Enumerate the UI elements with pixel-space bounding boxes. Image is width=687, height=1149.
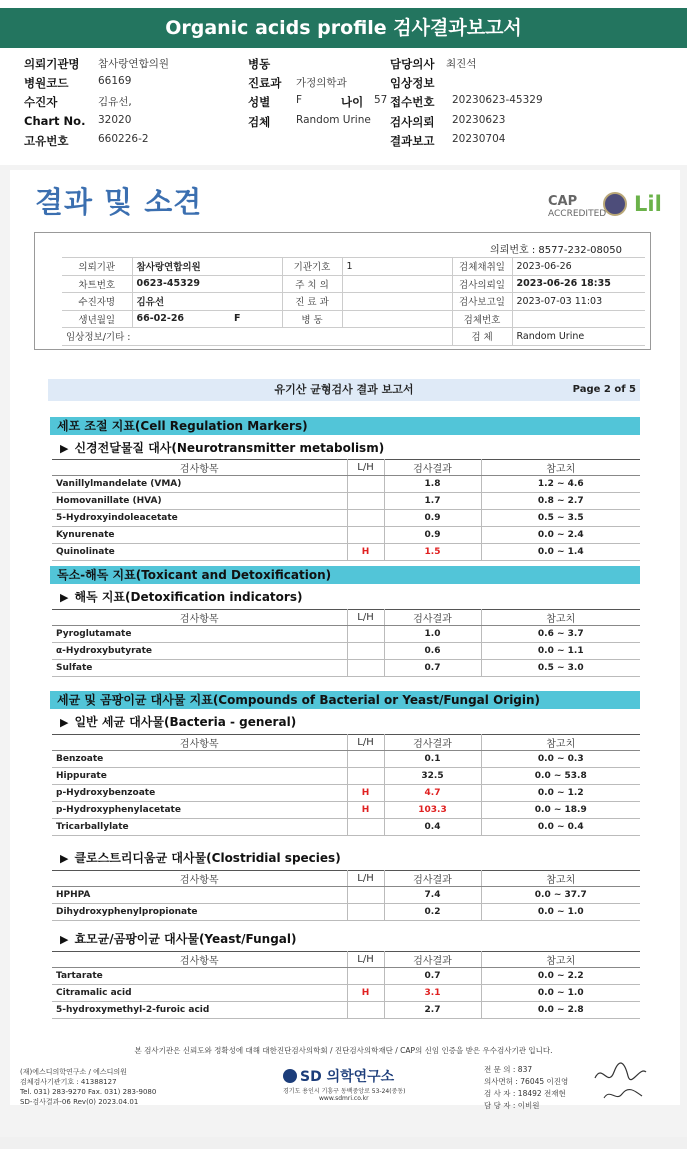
- col-item: 검사항목: [52, 610, 347, 626]
- footer-signatories: 전 문 의 : 837 의사면허 : 76045 이진영 검 사 자 : 18492 전재현 담 당 자 : 이비원: [484, 1065, 569, 1110]
- specimen-info-box: [34, 232, 651, 350]
- analyte-name: Vanillylmandelate (VMA): [52, 476, 347, 493]
- subsection-header: ▶ 일반 세균 대사물(Bacteria - general): [60, 715, 297, 729]
- table-row: [52, 527, 640, 544]
- reference-range: 0.0 ~ 1.1: [481, 643, 640, 660]
- reference-range: 0.0 ~ 0.4: [481, 819, 640, 836]
- table-row: [52, 626, 640, 643]
- info-key: 병 동: [282, 310, 342, 328]
- value: Random Urine: [296, 114, 371, 126]
- table-row: [52, 768, 640, 785]
- info-key: 검 체: [452, 328, 512, 346]
- info-key: 수진자명: [62, 293, 132, 311]
- label: 결과보고: [390, 134, 435, 148]
- label: 고유번호: [24, 134, 69, 148]
- flag: [347, 527, 384, 544]
- subsection-header: ▶ 클로스트리디움균 대사물(Clostridial species): [60, 851, 341, 865]
- table-row: [52, 493, 640, 510]
- result-value: 0.4: [384, 819, 481, 836]
- col-item: 검사항목: [52, 460, 347, 476]
- result-value: 0.7: [384, 660, 481, 677]
- info-key: 검체번호: [452, 310, 512, 328]
- result-value: 1.7: [384, 493, 481, 510]
- info-key: 검사보고일: [452, 293, 512, 311]
- label: 의뢰기관명: [24, 57, 80, 71]
- analyte-name: Pyroglutamate: [52, 626, 347, 643]
- analyte-name: Kynurenate: [52, 527, 347, 544]
- flag: [347, 626, 384, 643]
- analyte-name: Benzoate: [52, 751, 347, 768]
- analyte-name: Homovanillate (HVA): [52, 493, 347, 510]
- results-table: [52, 734, 640, 836]
- reference-range: 0.0 ~ 18.9: [481, 802, 640, 819]
- result-value: 0.7: [384, 968, 481, 985]
- info-key: 차트번호: [62, 275, 132, 293]
- reference-range: 0.5 ~ 3.0: [481, 660, 640, 677]
- result-value: 2.7: [384, 1002, 481, 1019]
- value: 32020: [98, 114, 132, 126]
- result-value: 1.0: [384, 626, 481, 643]
- info-value: 2023-07-03 11:03: [512, 293, 645, 311]
- col-item: 검사항목: [52, 952, 347, 968]
- results-title: 유기산 균형검사 결과 보고서: [274, 383, 414, 396]
- request-number: 의뢰번호 : 8577-232-08050: [490, 245, 622, 256]
- triangle-icon: ▶: [60, 442, 69, 455]
- flag: [347, 887, 384, 904]
- flag: [347, 643, 384, 660]
- reference-range: 0.0 ~ 0.3: [481, 751, 640, 768]
- accreditation-logos: [548, 192, 663, 222]
- value: 57: [374, 94, 388, 106]
- col-flag: L/H: [347, 735, 384, 751]
- analyte-name: 5-hydroxymethyl-2-furoic acid: [52, 1002, 347, 1019]
- value: 가정의학과: [296, 77, 347, 89]
- result-value: 1.5: [384, 544, 481, 561]
- col-ref: 참고치: [481, 610, 640, 626]
- info-value: Random Urine: [512, 328, 645, 346]
- result-value: 103.3: [384, 802, 481, 819]
- specimen-info-table: [62, 257, 645, 346]
- col-result: 검사결과: [384, 460, 481, 476]
- triangle-icon: ▶: [60, 852, 69, 865]
- col-result: 검사결과: [384, 610, 481, 626]
- reference-range: 0.5 ~ 3.5: [481, 510, 640, 527]
- info-value: 0623-45329: [132, 275, 282, 293]
- label: 나이: [341, 95, 364, 109]
- analyte-name: 5-Hydroxyindoleacetate: [52, 510, 347, 527]
- result-value: 0.9: [384, 527, 481, 544]
- society-seal-icon: [603, 192, 627, 216]
- result-value: 3.1: [384, 985, 481, 1002]
- info-value: 2023-06-26 18:35: [512, 275, 645, 293]
- table-row: [52, 544, 640, 561]
- table-row: [52, 751, 640, 768]
- reference-range: 1.2 ~ 4.6: [481, 476, 640, 493]
- table-row: [52, 985, 640, 1002]
- info-key: 생년월일: [62, 310, 132, 328]
- label: 병동: [248, 57, 271, 71]
- value: 660226-2: [98, 133, 149, 145]
- info-value: 참사랑연합의원: [132, 258, 282, 276]
- col-item: 검사항목: [52, 735, 347, 751]
- signature-icon: [590, 1058, 650, 1106]
- analyte-name: HPHPA: [52, 887, 347, 904]
- analyte-name: p-Hydroxybenzoate: [52, 785, 347, 802]
- info-key: 의뢰기관: [62, 258, 132, 276]
- info-value: [342, 293, 452, 311]
- table-row: [52, 643, 640, 660]
- table-row: [52, 802, 640, 819]
- result-value: 4.7: [384, 785, 481, 802]
- result-value: 0.2: [384, 904, 481, 921]
- result-value: 0.9: [384, 510, 481, 527]
- reference-range: 0.0 ~ 2.8: [481, 1002, 640, 1019]
- info-value: [342, 275, 452, 293]
- col-ref: 참고치: [481, 735, 640, 751]
- reference-range: 0.0 ~ 1.0: [481, 985, 640, 1002]
- info-key: 검사의뢰일: [452, 275, 512, 293]
- flag: [347, 968, 384, 985]
- analyte-name: Dihydroxyphenylpropionate: [52, 904, 347, 921]
- info-key: 임상정보/기타 :: [62, 328, 452, 346]
- table-row: [52, 1002, 640, 1019]
- value: F: [296, 94, 303, 106]
- certification-note: 본 검사기관은 신뢰도와 정확성에 대해 대한진단검사의학회 / 진단검사의학재단 / CAP의 신임 인증을 받은 우수검사기관 입니다.: [134, 1046, 553, 1055]
- page-number: Page 2 of 5: [572, 384, 636, 395]
- flag: [347, 510, 384, 527]
- info-key: 진 료 과: [282, 293, 342, 311]
- analyte-name: Quinolinate: [52, 544, 347, 561]
- col-flag: L/H: [347, 610, 384, 626]
- reference-range: 0.0 ~ 1.4: [481, 544, 640, 561]
- col-flag: L/H: [347, 952, 384, 968]
- table-row: [52, 660, 640, 677]
- label: 검체: [248, 115, 271, 129]
- results-table: [52, 609, 640, 677]
- section-title: 결과 및 소견: [35, 185, 203, 219]
- label: 접수번호: [390, 95, 435, 109]
- reference-range: 0.8 ~ 2.7: [481, 493, 640, 510]
- col-flag: L/H: [347, 460, 384, 476]
- flag: [347, 660, 384, 677]
- value: 김유선,: [98, 96, 132, 108]
- cap-logo: [548, 194, 606, 219]
- table-row: [52, 819, 640, 836]
- subsection-header: ▶ 해독 지표(Detoxification indicators): [60, 590, 303, 604]
- flag: [347, 904, 384, 921]
- result-value: 7.4: [384, 887, 481, 904]
- value: 66169: [98, 75, 132, 87]
- flag: H: [347, 544, 384, 561]
- flag: H: [347, 985, 384, 1002]
- info-value: [512, 310, 645, 328]
- reference-range: 0.0 ~ 1.0: [481, 904, 640, 921]
- flag: H: [347, 802, 384, 819]
- table-row: [52, 904, 640, 921]
- table-header-row: [52, 735, 640, 751]
- reference-range: 0.0 ~ 53.8: [481, 768, 640, 785]
- table-header-row: [52, 952, 640, 968]
- label: 병원코드: [24, 76, 69, 90]
- bottom-bar: [0, 1137, 687, 1149]
- sd-logo-icon: [283, 1069, 297, 1083]
- value: 20230623: [452, 114, 506, 126]
- col-ref: 참고치: [481, 871, 640, 887]
- table-row: [52, 785, 640, 802]
- col-ref: 참고치: [481, 460, 640, 476]
- result-value: 0.6: [384, 643, 481, 660]
- analyte-name: Tricarballylate: [52, 819, 347, 836]
- col-result: 검사결과: [384, 952, 481, 968]
- analyte-name: Sulfate: [52, 660, 347, 677]
- value: 최진석: [446, 58, 477, 70]
- lil-logo: Lil: [634, 192, 662, 216]
- reference-range: 0.0 ~ 1.2: [481, 785, 640, 802]
- value: 참사랑연합의원: [98, 58, 170, 70]
- info-value: 1: [342, 258, 452, 276]
- label: 성별: [248, 95, 271, 109]
- flag: [347, 476, 384, 493]
- label: 담당의사: [390, 57, 435, 71]
- subsection-header: ▶ 신경전달물질 대사(Neurotransmitter metabolism): [60, 441, 385, 455]
- col-item: 검사항목: [52, 871, 347, 887]
- info-key: 주 치 의: [282, 275, 342, 293]
- value: 20230623-45329: [452, 94, 543, 106]
- triangle-icon: ▶: [60, 933, 69, 946]
- result-value: 1.8: [384, 476, 481, 493]
- sd-logo: SD 의학연구소 경기도 용인시 기흥구 동백중앙로 53-24(중동) www.sdmri.co.kr: [283, 1069, 406, 1102]
- label: 임상정보: [390, 76, 435, 90]
- triangle-icon: ▶: [60, 591, 69, 604]
- table-row: [52, 887, 640, 904]
- results-table: [52, 459, 640, 561]
- info-key: 기관기호: [282, 258, 342, 276]
- cap-text: CAP: [548, 194, 578, 209]
- flag: [347, 493, 384, 510]
- info-value: 2023-06-26: [512, 258, 645, 276]
- table-row: [52, 968, 640, 985]
- table-row: [52, 510, 640, 527]
- results-table: [52, 951, 640, 1019]
- section-header: 독소-해독 지표(Toxicant and Detoxification): [50, 566, 640, 584]
- col-flag: L/H: [347, 871, 384, 887]
- table-header-row: [52, 460, 640, 476]
- subsection-header: ▶ 효모균/곰팡이균 대사물(Yeast/Fungal): [60, 932, 297, 946]
- result-value: 0.1: [384, 751, 481, 768]
- reference-range: 0.0 ~ 37.7: [481, 887, 640, 904]
- label: Chart No.: [24, 114, 86, 128]
- value: 20230704: [452, 133, 506, 145]
- triangle-icon: ▶: [60, 716, 69, 729]
- section-header: 세포 조절 지표(Cell Regulation Markers): [50, 417, 640, 435]
- info-value: 66-02-26 F: [132, 310, 282, 328]
- analyte-name: p-Hydroxyphenylacetate: [52, 802, 347, 819]
- table-header-row: [52, 871, 640, 887]
- info-value: 김유선: [132, 293, 282, 311]
- info-value: [342, 310, 452, 328]
- results-table: [52, 870, 640, 921]
- section-header: 세균 및 곰팡이균 대사물 지표(Compounds of Bacterial or Yeast/Fungal Origin): [50, 691, 640, 709]
- col-result: 검사결과: [384, 735, 481, 751]
- label: 진료과: [248, 76, 282, 90]
- reference-range: 0.0 ~ 2.4: [481, 527, 640, 544]
- col-result: 검사결과: [384, 871, 481, 887]
- table-header-row: [52, 610, 640, 626]
- analyte-name: Hippurate: [52, 768, 347, 785]
- reference-range: 0.6 ~ 3.7: [481, 626, 640, 643]
- analyte-name: Tartarate: [52, 968, 347, 985]
- flag: [347, 768, 384, 785]
- flag: H: [347, 785, 384, 802]
- info-key: 검체채취일: [452, 258, 512, 276]
- col-ref: 참고치: [481, 952, 640, 968]
- flag: [347, 751, 384, 768]
- reference-range: 0.0 ~ 2.2: [481, 968, 640, 985]
- analyte-name: α-Hydroxybutyrate: [52, 643, 347, 660]
- report-title: Organic acids profile 검사결과보고서: [0, 8, 687, 48]
- result-value: 32.5: [384, 768, 481, 785]
- flag: [347, 819, 384, 836]
- label: 수진자: [24, 95, 58, 109]
- results-title-bar: [48, 379, 640, 401]
- table-row: [52, 476, 640, 493]
- footer-lab-info: (재)에스디의학연구소 / 에스디의원 검체검사기관기호 : 41388127 Tel. 031) 283-9270 Fax. 031) 283-9080 SD-검사결과-06 Rev(0) 2023.04.01: [20, 1068, 157, 1106]
- flag: [347, 1002, 384, 1019]
- analyte-name: Citramalic acid: [52, 985, 347, 1002]
- label: 검사의뢰: [390, 115, 435, 129]
- cap-sub: ACCREDITED: [548, 209, 607, 219]
